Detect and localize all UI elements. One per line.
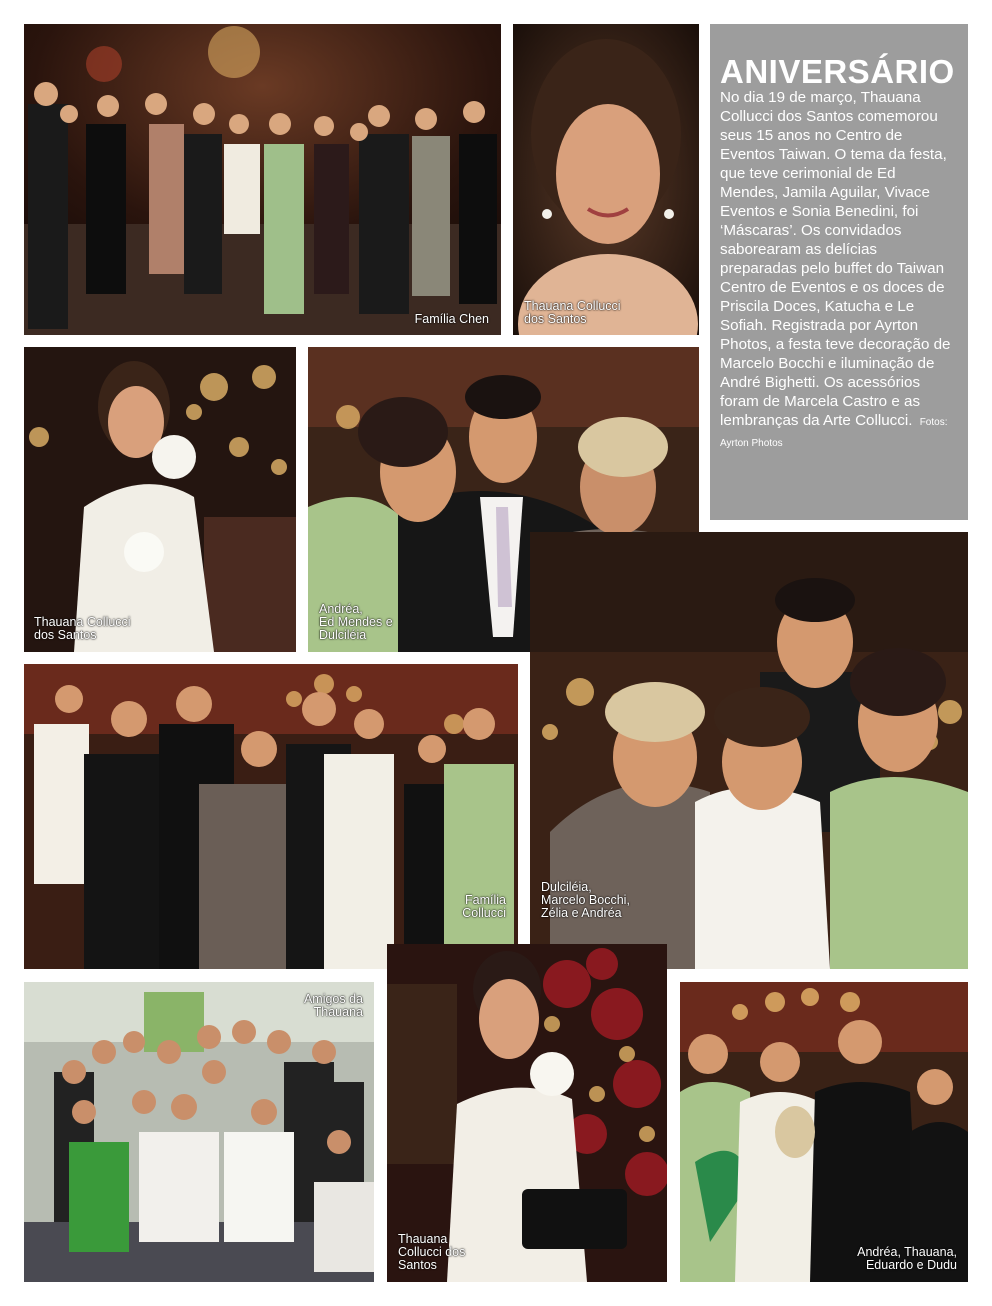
caption-trio: Andréa, Ed Mendes e Dulciléia xyxy=(319,602,393,642)
photo-thauana-pose xyxy=(24,347,296,652)
caption-thauana-portrait: Thauana Collucci dos Santos xyxy=(524,299,621,326)
caption-thauana-clutch: Thauana Collucci dos Santos xyxy=(398,1232,466,1272)
caption-thauana-pose: Thauana Collucci dos Santos xyxy=(34,615,131,642)
family-four-image xyxy=(680,982,968,1282)
article-panel xyxy=(710,24,968,520)
collucci-family-image xyxy=(24,664,518,969)
pose-image xyxy=(24,347,296,652)
article-body xyxy=(720,88,958,453)
caption-familia-chen: Família Chen xyxy=(414,312,489,326)
photo-thauana-clutch xyxy=(387,944,667,1282)
photo-credit: Fotos: Ayrton Photos xyxy=(720,417,948,449)
caption-four-people: Dulciléia, Marcelo Bocchi, Zélia e Andréa xyxy=(541,880,630,920)
photo-amigos xyxy=(24,982,374,1282)
caption-familia-collucci: Família Collucci xyxy=(462,893,506,920)
friends-image xyxy=(24,982,374,1282)
article-text: No dia 19 de março, Thauana Collucci dos Santos comemorou seus 15 anos no Centro de Eventos Taiwan. O tema da festa, que teve cerimonial de Ed Mendes, Jamila Aguilar, Vivace Eventos e Sonia Benedini, foi ‘Máscaras’. Os convidados saborearam as delícias preparadas pelo buffet do Taiwan Centro de Eventos e os doces de Priscila Doces, Katucha e Le Sofiah. Registrada por Ayrton Photos, a festa teve decoração de Marcelo Bocchi e iluminação de André Bighetti. Os acessórios foram de Marcela Castro e as lembranças da Arte Collucci. xyxy=(720,89,951,429)
photo-four-people xyxy=(530,532,968,969)
group-photo-image xyxy=(24,24,501,335)
article-title: ANIVERSÁRIO xyxy=(720,53,955,90)
photo-familia-collucci xyxy=(24,664,518,969)
portrait-image xyxy=(513,24,699,335)
photo-thauana-portrait xyxy=(513,24,699,335)
photo-familia-chen xyxy=(24,24,501,335)
caption-amigos: Amigos da Thauana xyxy=(303,992,363,1019)
photo-family-four xyxy=(680,982,968,1282)
caption-family-four: Andréa, Thauana, Eduardo e Dudu xyxy=(857,1245,957,1272)
